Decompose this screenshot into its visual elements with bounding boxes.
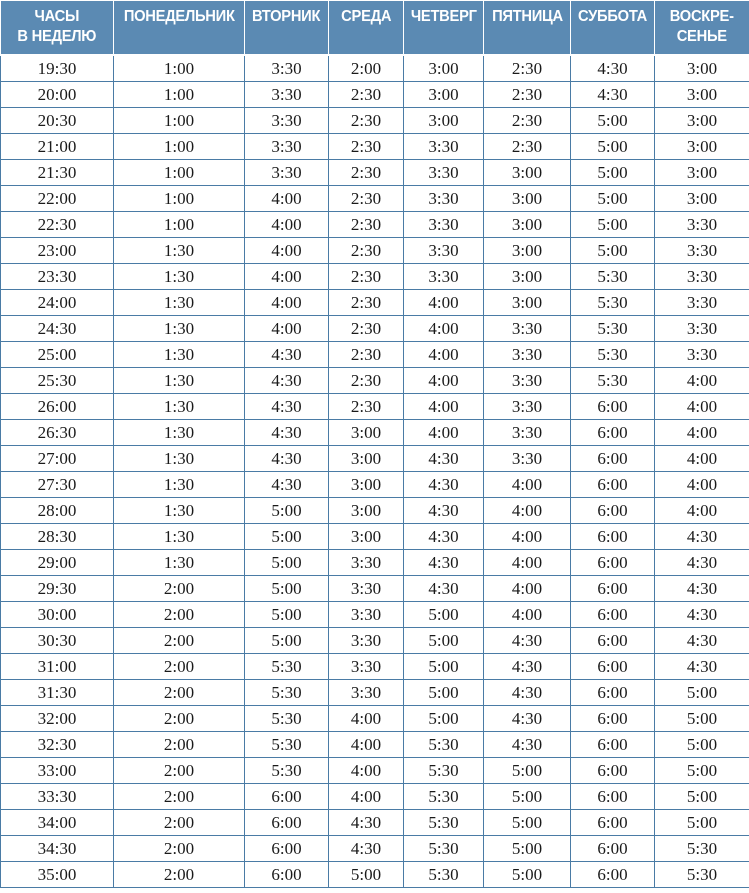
hours-cell: 28:30 — [1, 524, 114, 550]
header-saturday: СУББОТА — [571, 1, 655, 56]
wednesday-cell: 2:30 — [329, 238, 404, 264]
monday-cell: 1:30 — [114, 472, 245, 498]
sunday-cell: 3:00 — [655, 108, 749, 134]
thursday-cell: 3:30 — [404, 212, 484, 238]
wednesday-cell: 2:30 — [329, 134, 404, 160]
sunday-cell: 5:00 — [655, 810, 749, 836]
sunday-cell: 5:30 — [655, 862, 749, 888]
saturday-cell: 5:00 — [571, 212, 655, 238]
table-row — [1, 680, 749, 706]
friday-cell: 4:00 — [484, 524, 571, 550]
monday-cell: 2:00 — [114, 784, 245, 810]
tuesday-cell: 3:30 — [245, 134, 329, 160]
friday-cell: 3:30 — [484, 368, 571, 394]
thursday-cell: 4:00 — [404, 394, 484, 420]
saturday-cell: 6:00 — [571, 576, 655, 602]
sunday-cell: 3:30 — [655, 290, 749, 316]
friday-cell: 3:30 — [484, 394, 571, 420]
table-row — [1, 290, 749, 316]
hours-cell: 25:30 — [1, 368, 114, 394]
thursday-cell: 5:00 — [404, 680, 484, 706]
friday-cell: 5:00 — [484, 758, 571, 784]
tuesday-cell: 4:00 — [245, 316, 329, 342]
hours-cell: 24:00 — [1, 290, 114, 316]
header-monday: ПОНЕДЕЛЬНИК — [114, 1, 245, 56]
friday-cell: 3:00 — [484, 238, 571, 264]
friday-cell: 3:00 — [484, 290, 571, 316]
friday-cell: 4:00 — [484, 472, 571, 498]
tuesday-cell: 4:30 — [245, 446, 329, 472]
tuesday-cell: 5:00 — [245, 524, 329, 550]
saturday-cell: 6:00 — [571, 732, 655, 758]
sunday-cell: 5:00 — [655, 758, 749, 784]
sunday-cell: 4:00 — [655, 420, 749, 446]
saturday-cell: 5:30 — [571, 264, 655, 290]
sunday-cell: 3:00 — [655, 55, 749, 82]
saturday-cell: 6:00 — [571, 550, 655, 576]
monday-cell: 2:00 — [114, 654, 245, 680]
sunday-cell: 4:30 — [655, 550, 749, 576]
friday-cell: 2:30 — [484, 82, 571, 108]
hours-cell: 23:30 — [1, 264, 114, 290]
sunday-cell: 4:00 — [655, 394, 749, 420]
table-row — [1, 160, 749, 186]
saturday-cell: 6:00 — [571, 810, 655, 836]
wednesday-cell: 4:00 — [329, 706, 404, 732]
tuesday-cell: 6:00 — [245, 810, 329, 836]
friday-cell: 2:30 — [484, 134, 571, 160]
tuesday-cell: 3:30 — [245, 108, 329, 134]
table-row — [1, 212, 749, 238]
saturday-cell: 6:00 — [571, 706, 655, 732]
friday-cell: 2:30 — [484, 55, 571, 82]
saturday-cell: 6:00 — [571, 836, 655, 862]
wednesday-cell: 4:00 — [329, 784, 404, 810]
table-row — [1, 82, 749, 108]
friday-cell: 3:30 — [484, 342, 571, 368]
thursday-cell: 5:30 — [404, 784, 484, 810]
saturday-cell: 5:30 — [571, 316, 655, 342]
monday-cell: 1:00 — [114, 186, 245, 212]
thursday-cell: 4:30 — [404, 472, 484, 498]
thursday-cell: 4:00 — [404, 290, 484, 316]
saturday-cell: 6:00 — [571, 628, 655, 654]
hours-cell: 24:30 — [1, 316, 114, 342]
wednesday-cell: 3:30 — [329, 680, 404, 706]
saturday-cell: 5:30 — [571, 368, 655, 394]
table-row — [1, 576, 749, 602]
sunday-cell: 4:30 — [655, 576, 749, 602]
tuesday-cell: 5:30 — [245, 758, 329, 784]
saturday-cell: 6:00 — [571, 524, 655, 550]
tuesday-cell: 6:00 — [245, 836, 329, 862]
thursday-cell: 3:30 — [404, 160, 484, 186]
thursday-cell: 4:00 — [404, 316, 484, 342]
monday-cell: 2:00 — [114, 810, 245, 836]
hours-cell: 23:00 — [1, 238, 114, 264]
table-row — [1, 758, 749, 784]
friday-cell: 3:00 — [484, 212, 571, 238]
sunday-cell: 4:30 — [655, 654, 749, 680]
hours-cell: 29:00 — [1, 550, 114, 576]
table-row — [1, 394, 749, 420]
thursday-cell: 3:30 — [404, 238, 484, 264]
thursday-cell: 5:30 — [404, 810, 484, 836]
saturday-cell: 6:00 — [571, 784, 655, 810]
hours-cell: 19:30 — [1, 55, 114, 82]
table-row — [1, 654, 749, 680]
table-row — [1, 134, 749, 160]
hours-cell: 32:00 — [1, 706, 114, 732]
hours-cell: 20:30 — [1, 108, 114, 134]
tuesday-cell: 3:30 — [245, 55, 329, 82]
friday-cell: 4:00 — [484, 550, 571, 576]
header-wednesday: СРЕДА — [329, 1, 404, 56]
sunday-cell: 3:30 — [655, 316, 749, 342]
table-body — [1, 55, 749, 888]
sunday-cell: 3:30 — [655, 238, 749, 264]
table-row — [1, 498, 749, 524]
friday-cell: 4:00 — [484, 576, 571, 602]
hours-cell: 35:00 — [1, 862, 114, 888]
table-row — [1, 238, 749, 264]
table-row — [1, 342, 749, 368]
monday-cell: 1:30 — [114, 394, 245, 420]
hours-cell: 28:00 — [1, 498, 114, 524]
header-sunday: ВОСКРЕ- СЕНЬЕ — [655, 1, 749, 56]
hours-cell: 32:30 — [1, 732, 114, 758]
table-row — [1, 810, 749, 836]
monday-cell: 1:30 — [114, 498, 245, 524]
thursday-cell: 4:00 — [404, 420, 484, 446]
monday-cell: 2:00 — [114, 836, 245, 862]
tuesday-cell: 4:00 — [245, 212, 329, 238]
thursday-cell: 4:00 — [404, 342, 484, 368]
wednesday-cell: 2:30 — [329, 394, 404, 420]
sunday-cell: 3:30 — [655, 342, 749, 368]
tuesday-cell: 4:30 — [245, 420, 329, 446]
thursday-cell: 4:30 — [404, 576, 484, 602]
tuesday-cell: 5:30 — [245, 654, 329, 680]
tuesday-cell: 4:00 — [245, 264, 329, 290]
tuesday-cell: 5:30 — [245, 732, 329, 758]
saturday-cell: 5:00 — [571, 134, 655, 160]
wednesday-cell: 4:30 — [329, 836, 404, 862]
friday-cell: 3:30 — [484, 420, 571, 446]
wednesday-cell: 3:00 — [329, 524, 404, 550]
friday-cell: 5:00 — [484, 784, 571, 810]
wednesday-cell: 2:30 — [329, 108, 404, 134]
header-tuesday: ВТОРНИК — [245, 1, 329, 56]
wednesday-cell: 2:30 — [329, 82, 404, 108]
sunday-cell: 3:30 — [655, 264, 749, 290]
sunday-cell: 4:30 — [655, 602, 749, 628]
thursday-cell: 4:30 — [404, 550, 484, 576]
friday-cell: 4:00 — [484, 498, 571, 524]
monday-cell: 1:30 — [114, 238, 245, 264]
tuesday-cell: 4:00 — [245, 290, 329, 316]
friday-cell: 5:00 — [484, 810, 571, 836]
monday-cell: 2:00 — [114, 602, 245, 628]
wednesday-cell: 3:30 — [329, 628, 404, 654]
friday-cell: 4:30 — [484, 706, 571, 732]
table-row — [1, 706, 749, 732]
saturday-cell: 6:00 — [571, 472, 655, 498]
header-friday: ПЯТНИЦА — [484, 1, 571, 56]
monday-cell: 1:30 — [114, 446, 245, 472]
tuesday-cell: 3:30 — [245, 82, 329, 108]
table-row — [1, 368, 749, 394]
friday-cell: 5:00 — [484, 836, 571, 862]
wednesday-cell: 2:30 — [329, 316, 404, 342]
thursday-cell: 4:00 — [404, 368, 484, 394]
friday-cell: 5:00 — [484, 862, 571, 888]
saturday-cell: 5:00 — [571, 238, 655, 264]
monday-cell: 2:00 — [114, 576, 245, 602]
monday-cell: 2:00 — [114, 680, 245, 706]
saturday-cell: 5:00 — [571, 186, 655, 212]
wednesday-cell: 2:30 — [329, 290, 404, 316]
hours-cell: 30:30 — [1, 628, 114, 654]
wednesday-cell: 4:00 — [329, 732, 404, 758]
friday-cell: 2:30 — [484, 108, 571, 134]
monday-cell: 2:00 — [114, 706, 245, 732]
tuesday-cell: 5:00 — [245, 498, 329, 524]
sunday-cell: 4:30 — [655, 628, 749, 654]
tuesday-cell: 5:00 — [245, 576, 329, 602]
saturday-cell: 5:30 — [571, 342, 655, 368]
sunday-cell: 3:00 — [655, 160, 749, 186]
monday-cell: 1:30 — [114, 420, 245, 446]
saturday-cell: 6:00 — [571, 446, 655, 472]
saturday-cell: 6:00 — [571, 758, 655, 784]
friday-cell: 3:00 — [484, 160, 571, 186]
tuesday-cell: 4:30 — [245, 368, 329, 394]
tuesday-cell: 5:00 — [245, 628, 329, 654]
tuesday-cell: 5:00 — [245, 602, 329, 628]
monday-cell: 2:00 — [114, 862, 245, 888]
monday-cell: 2:00 — [114, 758, 245, 784]
thursday-cell: 3:00 — [404, 108, 484, 134]
monday-cell: 2:00 — [114, 732, 245, 758]
saturday-cell: 6:00 — [571, 654, 655, 680]
thursday-cell: 5:00 — [404, 602, 484, 628]
wednesday-cell: 2:30 — [329, 264, 404, 290]
wednesday-cell: 2:30 — [329, 160, 404, 186]
header-hours-per-week: ЧАСЫ В НЕДЕЛЮ — [1, 1, 114, 56]
tuesday-cell: 6:00 — [245, 784, 329, 810]
hours-cell: 21:00 — [1, 134, 114, 160]
sunday-cell: 3:00 — [655, 186, 749, 212]
sunday-cell: 5:00 — [655, 784, 749, 810]
hours-cell: 29:30 — [1, 576, 114, 602]
monday-cell: 1:30 — [114, 550, 245, 576]
sunday-cell: 5:00 — [655, 706, 749, 732]
monday-cell: 1:30 — [114, 316, 245, 342]
wednesday-cell: 2:30 — [329, 186, 404, 212]
saturday-cell: 6:00 — [571, 602, 655, 628]
friday-cell: 4:30 — [484, 732, 571, 758]
saturday-cell: 5:00 — [571, 160, 655, 186]
header-thursday: ЧЕТВЕРГ — [404, 1, 484, 56]
monday-cell: 1:30 — [114, 524, 245, 550]
wednesday-cell: 3:30 — [329, 550, 404, 576]
hours-cell: 30:00 — [1, 602, 114, 628]
tuesday-cell: 5:00 — [245, 550, 329, 576]
wednesday-cell: 3:00 — [329, 498, 404, 524]
sunday-cell: 5:00 — [655, 680, 749, 706]
monday-cell: 1:30 — [114, 342, 245, 368]
wednesday-cell: 2:30 — [329, 342, 404, 368]
monday-cell: 1:00 — [114, 108, 245, 134]
thursday-cell: 5:00 — [404, 654, 484, 680]
friday-cell: 3:00 — [484, 186, 571, 212]
table-row — [1, 602, 749, 628]
monday-cell: 1:30 — [114, 368, 245, 394]
monday-cell: 2:00 — [114, 628, 245, 654]
table-row — [1, 628, 749, 654]
wednesday-cell: 3:30 — [329, 654, 404, 680]
table-row — [1, 55, 749, 82]
thursday-cell: 5:00 — [404, 628, 484, 654]
table-row — [1, 550, 749, 576]
hours-cell: 27:30 — [1, 472, 114, 498]
thursday-cell: 5:30 — [404, 836, 484, 862]
hours-cell: 22:00 — [1, 186, 114, 212]
table-row — [1, 472, 749, 498]
sunday-cell: 3:00 — [655, 134, 749, 160]
wednesday-cell: 4:30 — [329, 810, 404, 836]
saturday-cell: 6:00 — [571, 420, 655, 446]
hours-cell: 27:00 — [1, 446, 114, 472]
sunday-cell: 4:30 — [655, 524, 749, 550]
wednesday-cell: 3:00 — [329, 472, 404, 498]
saturday-cell: 6:00 — [571, 498, 655, 524]
wednesday-cell: 2:30 — [329, 212, 404, 238]
thursday-cell: 3:30 — [404, 186, 484, 212]
wednesday-cell: 3:00 — [329, 420, 404, 446]
thursday-cell: 5:30 — [404, 862, 484, 888]
hours-cell: 26:30 — [1, 420, 114, 446]
saturday-cell: 4:30 — [571, 82, 655, 108]
thursday-cell: 3:00 — [404, 55, 484, 82]
table-row — [1, 264, 749, 290]
saturday-cell: 6:00 — [571, 394, 655, 420]
wednesday-cell: 4:00 — [329, 758, 404, 784]
monday-cell: 1:00 — [114, 82, 245, 108]
sunday-cell: 3:00 — [655, 82, 749, 108]
tuesday-cell: 4:30 — [245, 472, 329, 498]
friday-cell: 3:30 — [484, 316, 571, 342]
friday-cell: 4:30 — [484, 628, 571, 654]
saturday-cell: 5:30 — [571, 290, 655, 316]
table-row — [1, 524, 749, 550]
table-row — [1, 316, 749, 342]
monday-cell: 1:00 — [114, 55, 245, 82]
hours-cell: 25:00 — [1, 342, 114, 368]
friday-cell: 4:30 — [484, 654, 571, 680]
wednesday-cell: 3:30 — [329, 576, 404, 602]
table-row — [1, 862, 749, 888]
thursday-cell: 5:30 — [404, 732, 484, 758]
thursday-cell: 5:30 — [404, 758, 484, 784]
wednesday-cell: 3:30 — [329, 602, 404, 628]
sunday-cell: 4:00 — [655, 368, 749, 394]
thursday-cell: 3:00 — [404, 82, 484, 108]
sunday-cell: 4:00 — [655, 498, 749, 524]
thursday-cell: 3:30 — [404, 134, 484, 160]
sunday-cell: 3:30 — [655, 212, 749, 238]
tuesday-cell: 5:30 — [245, 680, 329, 706]
header-row — [1, 1, 749, 56]
hours-cell: 21:30 — [1, 160, 114, 186]
monday-cell: 1:00 — [114, 212, 245, 238]
friday-cell: 3:30 — [484, 446, 571, 472]
tuesday-cell: 6:00 — [245, 862, 329, 888]
hours-cell: 22:30 — [1, 212, 114, 238]
hours-cell: 26:00 — [1, 394, 114, 420]
hours-cell: 33:00 — [1, 758, 114, 784]
wednesday-cell: 2:00 — [329, 55, 404, 82]
table-row — [1, 446, 749, 472]
monday-cell: 1:00 — [114, 160, 245, 186]
monday-cell: 1:30 — [114, 264, 245, 290]
hours-cell: 34:00 — [1, 810, 114, 836]
table-row — [1, 732, 749, 758]
table-row — [1, 420, 749, 446]
tuesday-cell: 3:30 — [245, 160, 329, 186]
wednesday-cell: 2:30 — [329, 368, 404, 394]
tuesday-cell: 5:30 — [245, 706, 329, 732]
friday-cell: 3:00 — [484, 264, 571, 290]
hours-cell: 33:30 — [1, 784, 114, 810]
sunday-cell: 4:00 — [655, 446, 749, 472]
hours-cell: 34:30 — [1, 836, 114, 862]
table-row — [1, 784, 749, 810]
sunday-cell: 4:00 — [655, 472, 749, 498]
table-row — [1, 108, 749, 134]
thursday-cell: 3:30 — [404, 264, 484, 290]
sunday-cell: 5:30 — [655, 836, 749, 862]
tuesday-cell: 4:30 — [245, 342, 329, 368]
wednesday-cell: 5:00 — [329, 862, 404, 888]
hours-cell: 20:00 — [1, 82, 114, 108]
friday-cell: 4:30 — [484, 680, 571, 706]
thursday-cell: 4:30 — [404, 446, 484, 472]
thursday-cell: 4:30 — [404, 524, 484, 550]
saturday-cell: 5:00 — [571, 108, 655, 134]
table-row — [1, 836, 749, 862]
saturday-cell: 6:00 — [571, 862, 655, 888]
saturday-cell: 6:00 — [571, 680, 655, 706]
monday-cell: 1:30 — [114, 290, 245, 316]
thursday-cell: 5:00 — [404, 706, 484, 732]
hours-cell: 31:30 — [1, 680, 114, 706]
tuesday-cell: 4:30 — [245, 394, 329, 420]
thursday-cell: 4:30 — [404, 498, 484, 524]
tuesday-cell: 4:00 — [245, 238, 329, 264]
friday-cell: 4:00 — [484, 602, 571, 628]
wednesday-cell: 3:00 — [329, 446, 404, 472]
monday-cell: 1:00 — [114, 134, 245, 160]
sunday-cell: 5:00 — [655, 732, 749, 758]
tuesday-cell: 4:00 — [245, 186, 329, 212]
table-row — [1, 186, 749, 212]
saturday-cell: 4:30 — [571, 55, 655, 82]
hours-cell: 31:00 — [1, 654, 114, 680]
